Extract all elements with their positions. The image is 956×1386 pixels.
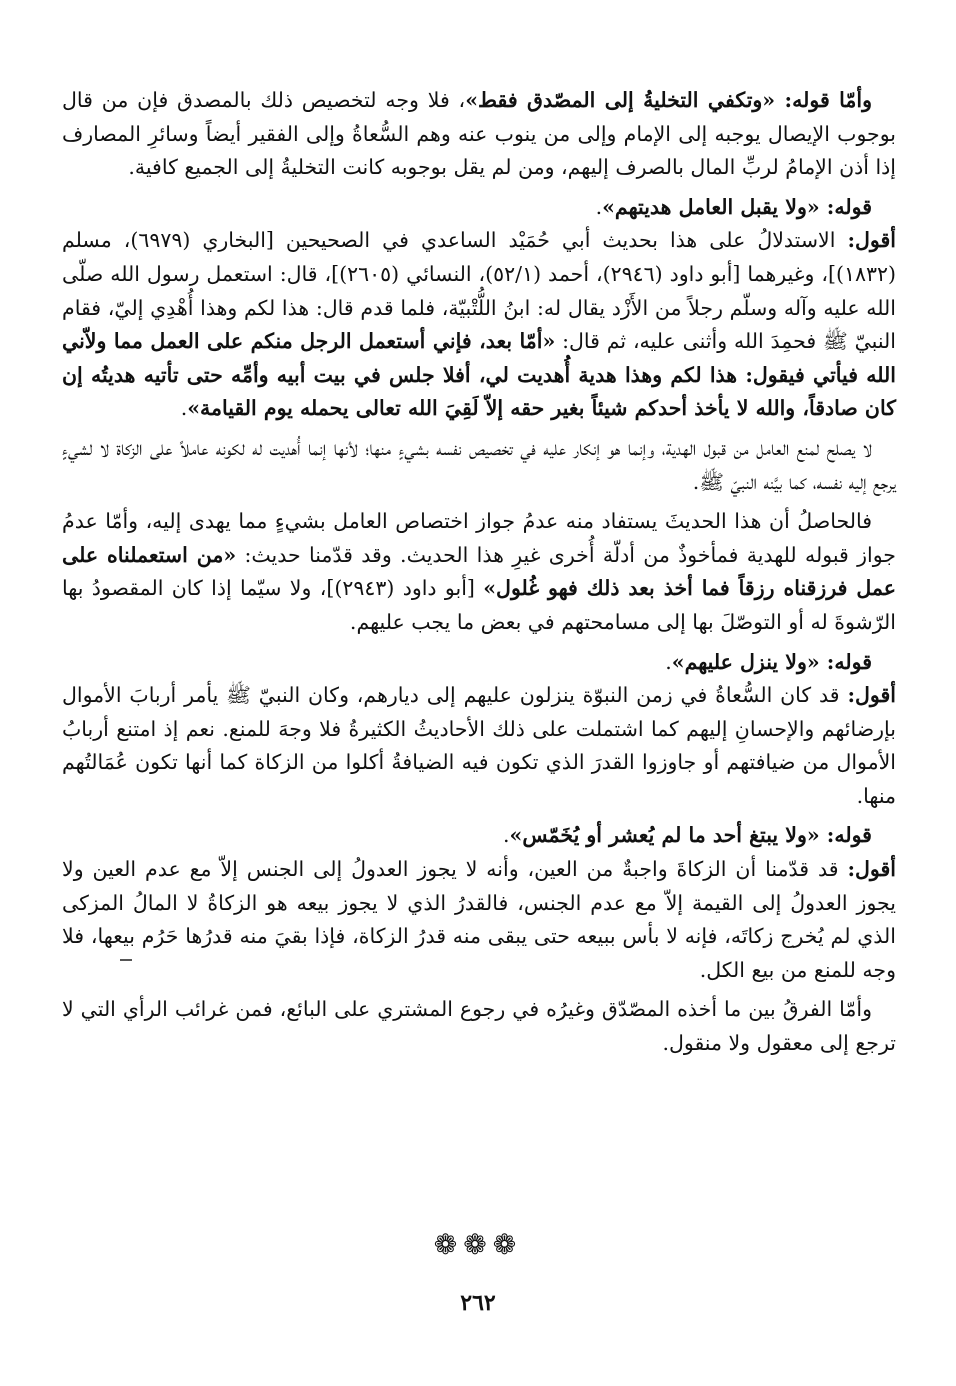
- body-text: [62, 84, 896, 1061]
- text-segment: [أبو داود (٢٩٤٣)]، ولا سيّما إذا كان المقصودُ بها الرّشوةَ له أو التوصّلَ بها إلى مسامحتهم في بعض ما يجب عليهم.: [62, 576, 896, 634]
- text-segment: ، فلا وجه لتخصيص ذلك بالمصدق فإن من قال بوجوب الإيصال يوجبه إلى الإمام وإلى من ينوب عنه وهم السُّعاةُ وإلى الفقير أيضاً وسائرِ المصارف إذا أذن الإمامُ لربِّ المال بالصرف إليهم، ومن لم يقل بوجوبه كانت التخليةُ إلى الجميع كافية.: [62, 88, 896, 180]
- section-separator: ❁❁❁: [433, 1228, 523, 1261]
- page-number: ٢٦٢: [460, 1290, 496, 1316]
- paragraph: [62, 191, 896, 225]
- text-segment: وأمّا الفرقُ بين ما أخذه المصّدّق وغيرُه في رجوع المشتري على البائع، فمن غرائب الرأي التي لا ترجع إلى معقول ولا منقول.: [62, 997, 896, 1056]
- scan-speck: [120, 959, 132, 961]
- bold-segment: أقول:: [847, 228, 896, 253]
- text-segment: .: [595, 194, 603, 219]
- paragraph: [62, 993, 896, 1060]
- paragraph: [62, 819, 896, 853]
- paragraph: [62, 84, 896, 185]
- paragraph: [62, 679, 896, 813]
- bold-segment: قوله: «ولا يبتغ أحد ما لم يُعشر أو يُخَمّس»: [509, 823, 872, 848]
- paragraph: [62, 646, 896, 680]
- bold-segment: «من استعملناه على عمل فرزقناه رزقاً فما أخذ بعد ذلك فهو غُلول»: [62, 542, 897, 601]
- paragraph: [62, 224, 896, 426]
- bold-segment: قوله: «ولا يقبل العامل هديتهم»: [602, 194, 872, 219]
- text-segment: لا يصلح لمنع العامل من قبول الهدية، وإنما هو إنكار عليه في تخصيص نفسه بشيءٍ منها؛ لأنها إنما أُهديت له لكونه عاملاً على الزكاة لا لشيءٍ يرجع إليه نفسه، كما بيَّنه النبيّ ﷺ.: [62, 435, 896, 494]
- text-segment: .: [665, 649, 672, 674]
- text-segment: .: [180, 396, 188, 421]
- bold-segment: قوله: «ولا ينزل عليهم»: [671, 649, 872, 674]
- text-segment: فالحاصلُ أن هذا الحديثَ يستفاد منه عدمُ جواز اختصاص العامل بشيءٍ مما يهدى إليه، وأمّا عدمُ جواز قبوله للهدية فمأخوذٌ من أدلّة أُخرى غيرِ هذا الحديث. وقد قدّمنا حديث:: [62, 509, 896, 567]
- bold-segment: «أمّا بعد، فإني أستعمل الرجل منكم على العمل مما ولاّني الله فيأتي فيقول: هذا لكم وهذا هدية أُهديت لي، أفلا جلس في بيت أبيه وأمِّه حتى تأتيه هديتُه إن كان صادقاً، والله لا يأخذ أحدكم شيئاً بغير حقه إلاّ لَقِيَ الله تعالى يحمله يوم القيامة»: [62, 329, 896, 421]
- text-segment: الاستدلالُ على هذا بحديث أبي حُمَيْد الساعدي في الصحيحين [البخاري (٦٩٧٩)، مسلم (١٨٣٢)]، وغيرهما [أبو داود (٢٩٤٦)، أحمد (٥٢/١)، النسائي (٢٦٠٥)]، قال: استعمل رسول الله صلّى الله عليه وآله وسلّم رجلاً من الأَزْد يقال له: ابنُ اللُّتْبيّة، فلما قدم قال: هذا لكم وهذا أُهْدِي إليّ، فقام النبيّ ﷺ فحمِدَ الله وأثنى عليه، ثم قال:: [62, 228, 896, 354]
- paragraph: [62, 505, 896, 639]
- paragraph: [62, 432, 896, 499]
- text-segment: قد كان السُّعاةُ في زمن النبوّة ينزلون عليهم إلى ديارهم، وكان النبيّ ﷺ يأمر أربابَ الأموال بإرضائهم والإحسانِ إليهم كما اشتملت على ذلك الأحاديثُ الكثيرةُ فلا وجهَ للمنع. نعم إذ امتنع أربابُ الأموال من ضيافتهم أو جاوزوا القدرَ الذي تكون فيه الضيافةُ أكلوا من الزكاة كما أنها تكون عُمَالتُهم منها.: [62, 683, 896, 808]
- bold-segment: وأمّا قوله: «وتكفي التخليةُ إلى المصّدق فقط»: [465, 88, 872, 112]
- paragraph: [62, 853, 896, 987]
- text-segment: .: [503, 823, 510, 848]
- bold-segment: أقول:: [847, 683, 896, 708]
- text-segment: قد قدّمنا أن الزكاةَ واجبةٌ من العين، وأنه لا يجوز العدولُ إلى الجنس إلاّ مع عدم العين ولا يجوز العدولُ إلى القيمة إلاّ مع عدم الجنس، فالقدرُ الذي لا يجوز بيعه هو الزكاةُ لا المالُ المزكى الذي لم يُخرج زكاتَه، فإنه لا بأس ببيعه حتى يبقى منه قدرُ الزكاة، فإذا بقيَ منه قدرُها حَرُم بيعها، فلا وجه للمنع من بيع الكل.: [62, 857, 896, 982]
- bold-segment: أقول:: [847, 857, 896, 882]
